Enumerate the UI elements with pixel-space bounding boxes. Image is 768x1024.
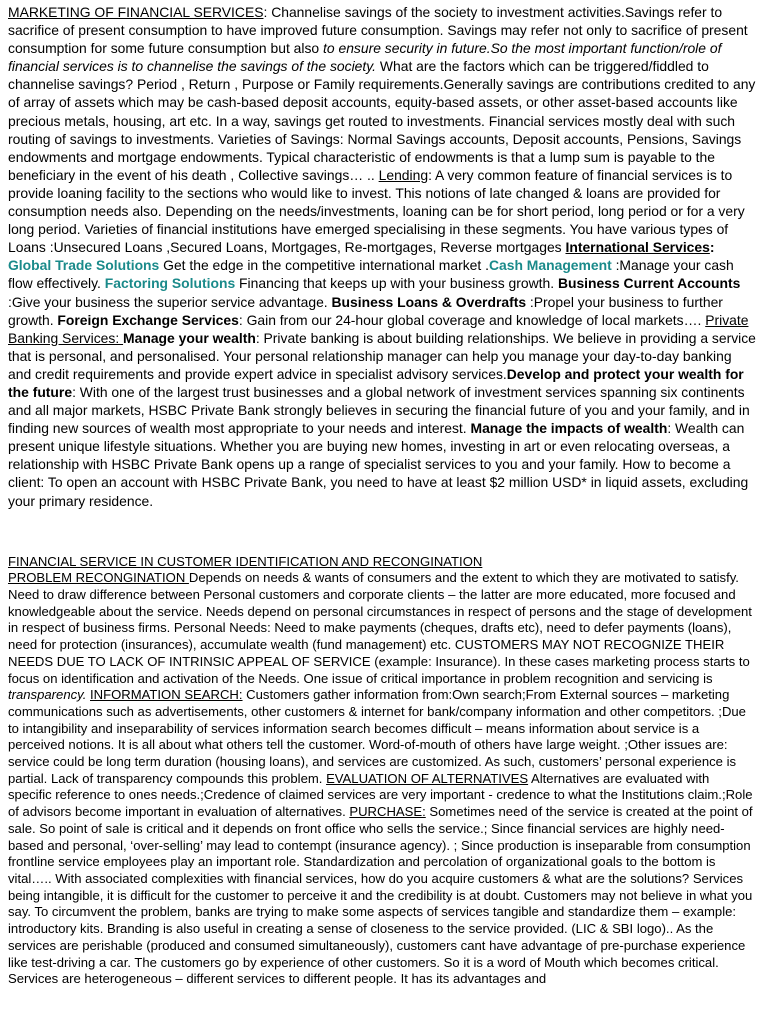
body-text: : Wealth can present unique lifestyle situations. Whether you are buying new homes, investing in art or even relocating overseas, a relationship with HSBC Private Bank opens up a range of specialist services to you and your family. How to become a client: To open an account with HSBC Private Bank, you need to have at least $2 million USD* in liquid assets, excluding your primary residence. (8, 420, 749, 509)
link-factoring-solutions[interactable]: Factoring Solutions (104, 275, 236, 292)
subheading-purchase: PURCHASE: (349, 804, 426, 820)
body-text: :Manage your cash flow effectively. (8, 257, 734, 292)
subheading-international-services: International Services (565, 239, 710, 256)
paragraph-marketing-financial-services (8, 3, 756, 510)
body-text: : With one of the largest trust businesses and a global network of investment services spanning six continents and all major markets, HSBC Private Bank strongly believes in securing the financial future of you and your family, and in finding new sources of wealth most appropriate to your needs and interest. (8, 383, 750, 437)
italic-text: to ensure security in future.So the most important function/role of financial services is to channelise the savings of the society. (8, 40, 722, 75)
bold-business-loans: Business Loans & Overdrafts (331, 293, 527, 310)
body-text: : Channelise savings of the society to investment activities.Savings refer to sacrifice of present consumption to have improved future consumption. Savings may refer not only to sacrifice of present consumption for some future consumption but also (8, 4, 748, 57)
paragraph-gap (8, 510, 756, 554)
section-heading-customer-identification: FINANCIAL SERVICE IN CUSTOMER IDENTIFICATION AND RECONGINATION (8, 553, 483, 569)
body-text: Financing that keeps up with your business growth. (235, 275, 558, 292)
bold-business-current-accounts: Business Current Accounts (557, 275, 741, 292)
colon-text: : (709, 239, 715, 256)
body-text: Depends on needs & wants of consumers and the extent to which they are motivated to satisfy. Need to draw difference between Personal customers and corporate clients – the latter are more educated, more focused and knowledgeable about the service. Needs depend on personal circumstances in respect of persons and the stage of development in respect of business firms. Personal Needs: Need to make payments (cheques, drafts etc), need to defer payments (loans), need for protection (insurances), accumulate wealth (fund management) etc. CUSTOMERS MAY NOT RECOGNIZE THEIR NEEDS DUE TO LACK OF INTRINSIC APPEAL OF SERVICE (example: Insurance). In these cases marketing process starts to focus on identification and activation of the Needs. One issue of critical importance in problem recognition and servicing is (8, 570, 752, 686)
bold-manage-your-wealth: Manage your wealth (123, 329, 256, 346)
body-text: :Give your business the superior service advantage. (8, 293, 332, 310)
subheading-private-banking: Private Banking Services: (8, 311, 749, 346)
body-text: What are the factors which can be triggered/fiddled to channelise savings? Period , Return , Purpose or Family requirements.Generally savings are contributions credited to any of array of assets which may be cash-based deposit accounts, equity-based assets, or other asset-based accounts like precious metals, housing, art etc. In a way, savings get routed to investments. Financial services mostly deal with such routing of savings to investments. Varieties of Savings: Normal Savings accounts, Deposit accounts, Pensions, Savings endowments and mortgage endowments. Typical characteristic of endowments is that a lump sum is payable to the beneficiary in the event of his death , Collective savings… .. (8, 58, 756, 183)
section-heading-marketing: MARKETING OF FINANCIAL SERVICES (8, 4, 264, 20)
body-text: Customers gather information from:Own search;From External sources – marketing communications such as advertisements, other customers & internet for bank/company information and other competitors. ;Due to intangibility and inseparability of services information search becomes difficult – means information about service is a perceived notions. It is all about what others tell the customer. Word-of-mouth of others have large weight. ;Other issues are: service could be long term duration (housing loans), and services are customized. As such, customers’ personal experience is partial. Lack of transparency compounds this problem. (8, 687, 746, 786)
body-text: Sometimes need of the service is created at the point of sale. So point of sale is critical and it depends on front office who sells the service.; Since financial services are highly need-based and personal, ‘over-selling’ may lead to contempt (insurance agency). ; Since production is inseparable from consumption frontline service employees play an important role. Standardization and percolation of organizational goals to the bottom is vital….. With associated complexities with financial services, how do you acquire customers & what are the solutions? Services being intangible, it is difficult for the customer to perceive it and the credibility is at doubt. Customers may not believe in what you say. To circumvent the problem, banks are trying to make some aspects of services tangible and standardize them – example: introductory kits. Branding is also useful in creating a sense of closeness to the service provided. (LIC & SBI logo).. As the services are perishable (produced and consumed simultaneously), customers cant have advantage of pre-purchase experience like test-driving a car. The customers go by experience of other customers. So it is a word of Mouth which becomes critical. Services are heterogeneous – different services to different people. It has its advantages and (8, 804, 753, 987)
body-text: Alternatives are evaluated with specific reference to ones needs.;Credence of claimed services are very important - credence to what the Institutions claim.;Role of advisors become important in evaluation of alternatives. (8, 770, 753, 820)
body-text: :Propel your business to further growth. (8, 293, 723, 328)
body-text: : A very common feature of financial services is to provide loaning facility to the sections who would like to invest. This notions of late changed & loans are provided for consumption needs also. Depending on the needs/investments, loaning can be for short period, long period or for a very long period. Varieties of financial institutions have emerged specialising in these segments. You have various types of Loans :Unsecured Loans ,Secured Loans, Mortgages, Re-mortgages, Reverse mortgages (8, 166, 745, 256)
bold-develop-protect-wealth: Develop and protect your wealth for the future (8, 365, 744, 400)
italic-transparency: transparency. (8, 687, 87, 703)
subheading-information-search: INFORMATION SEARCH: (90, 687, 243, 703)
body-text: : Gain from our 24-hour global coverage and knowledge of local markets…. (238, 311, 706, 328)
subheading-evaluation-alternatives: EVALUATION OF ALTERNATIVES (326, 770, 529, 786)
subheading-problem-recognition: PROBLEM RECONGINATION (8, 570, 189, 586)
link-cash-management[interactable]: Cash Management (488, 257, 612, 274)
bold-foreign-exchange: Foreign Exchange Services (57, 311, 239, 328)
paragraph-customer-identification (8, 554, 756, 988)
subheading-lending: Lending (378, 166, 429, 183)
link-global-trade-solutions[interactable]: Global Trade Solutions (8, 257, 160, 274)
body-text: Get the edge in the competitive international market . (159, 257, 489, 274)
body-text: : Private banking is about building relationships. We believe in providing a service that is personal, and personalised. Your personal relationship manager can help you manage your day-to-day banking and credit requirements and provide expert advice in specialist advisory services. (8, 329, 756, 382)
bold-manage-impacts: Manage the impacts of wealth (470, 420, 668, 437)
